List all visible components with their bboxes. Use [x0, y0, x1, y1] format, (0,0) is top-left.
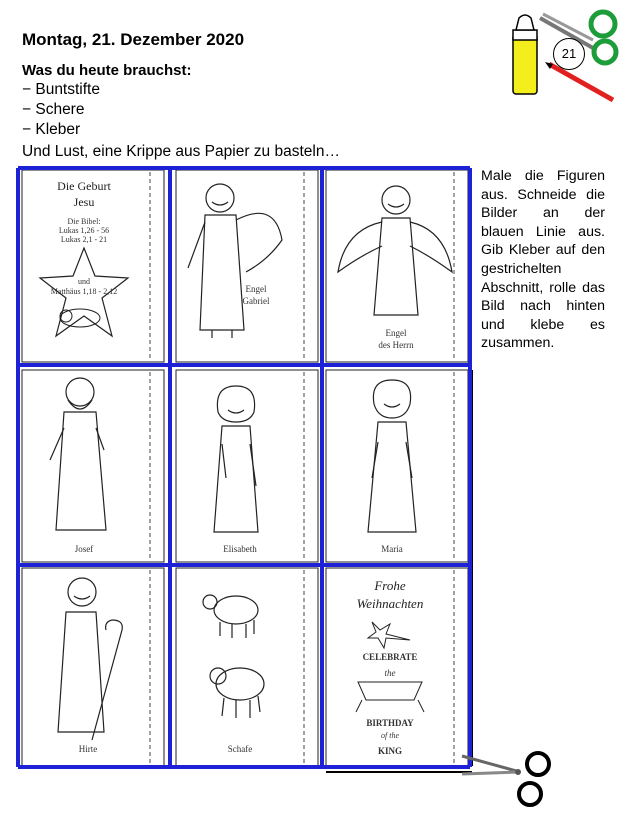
- shooting-star-icon: [368, 622, 410, 648]
- pencil-icon: [545, 62, 613, 100]
- card-angel-lord: [338, 186, 452, 350]
- manger-icon: [356, 682, 424, 712]
- cut-scissors-icon: [462, 753, 549, 805]
- baby-jesus-icon: [60, 309, 100, 327]
- card-hirte-name: Hirte: [78, 744, 98, 754]
- angel-gabriel-figure: [188, 184, 282, 338]
- xmas-line: of the: [381, 731, 399, 740]
- card-hirte: [58, 578, 122, 754]
- page-title: Montag, 21. Dezember 2020: [22, 30, 245, 49]
- card-birth-subtitle: Jesu: [73, 195, 95, 209]
- instructions-text: Male die Figuren aus. Schneide die Bilder an der blauen Linie aus. Gib Kleber auf den gestrichelten Abschnitt, rolle das Bild nach hinten und klebe es zusammen.: [481, 168, 605, 352]
- card-angel-lord-name: des Herrn: [378, 340, 414, 350]
- xmas-line: the: [384, 668, 396, 678]
- glue-stick-icon: [513, 15, 537, 94]
- card-josef-name: Josef: [74, 544, 94, 554]
- xmas-line: BIRTHDAY: [366, 718, 414, 728]
- card-angel-lord-name: Engel: [385, 328, 407, 338]
- xmas-line: CELEBRATE: [362, 652, 418, 662]
- card-birth-title: Die Geburt: [57, 179, 111, 193]
- shepherd-figure: [58, 578, 122, 740]
- card-josef: [50, 378, 106, 554]
- materials-heading: Was du heute brauchst:: [22, 62, 192, 79]
- xmas-line: KING: [377, 746, 403, 756]
- card-maria: [368, 380, 416, 554]
- elisabeth-figure: [214, 386, 258, 532]
- bible-reference: und: [78, 277, 90, 286]
- angel-of-lord-figure: [338, 186, 452, 315]
- bible-reference: Lukas 2,1 - 21: [60, 235, 108, 244]
- card-gabriel-name: Gabriel: [242, 296, 270, 306]
- cutout-sheet: [0, 160, 628, 829]
- card-elisabeth: [214, 386, 258, 554]
- cut-lines: [18, 168, 470, 767]
- maria-figure: [368, 380, 416, 532]
- material-item: − Kleber: [22, 121, 81, 138]
- xmas-line: Weihnachten: [356, 596, 424, 611]
- xmas-line: Frohe: [374, 578, 406, 593]
- bible-reference: Die Bibel:: [67, 217, 101, 226]
- card-xmas: [356, 578, 424, 756]
- josef-figure: [50, 378, 106, 530]
- card-elisabeth-name: Elisabeth: [223, 544, 257, 554]
- day-badge: 21: [553, 38, 585, 70]
- sheep-icon: [210, 668, 264, 718]
- card-birth: [40, 179, 128, 336]
- intro-text: Und Lust, eine Krippe aus Papier zu basteln…: [22, 143, 340, 160]
- bible-reference: Lukas 1,26 - 56: [58, 226, 110, 235]
- sheep-icon: [203, 595, 258, 638]
- card-gabriel-name: Engel: [245, 284, 267, 294]
- material-item: − Schere: [22, 101, 85, 118]
- card-schafe-name: Schafe: [227, 744, 253, 754]
- material-item: − Buntstifte: [22, 81, 100, 98]
- bible-reference: Matthäus 1,18 - 2,12: [50, 287, 118, 296]
- card-maria-name: Maria: [381, 544, 403, 554]
- card-schafe: [203, 595, 264, 754]
- card-gabriel: [188, 184, 282, 338]
